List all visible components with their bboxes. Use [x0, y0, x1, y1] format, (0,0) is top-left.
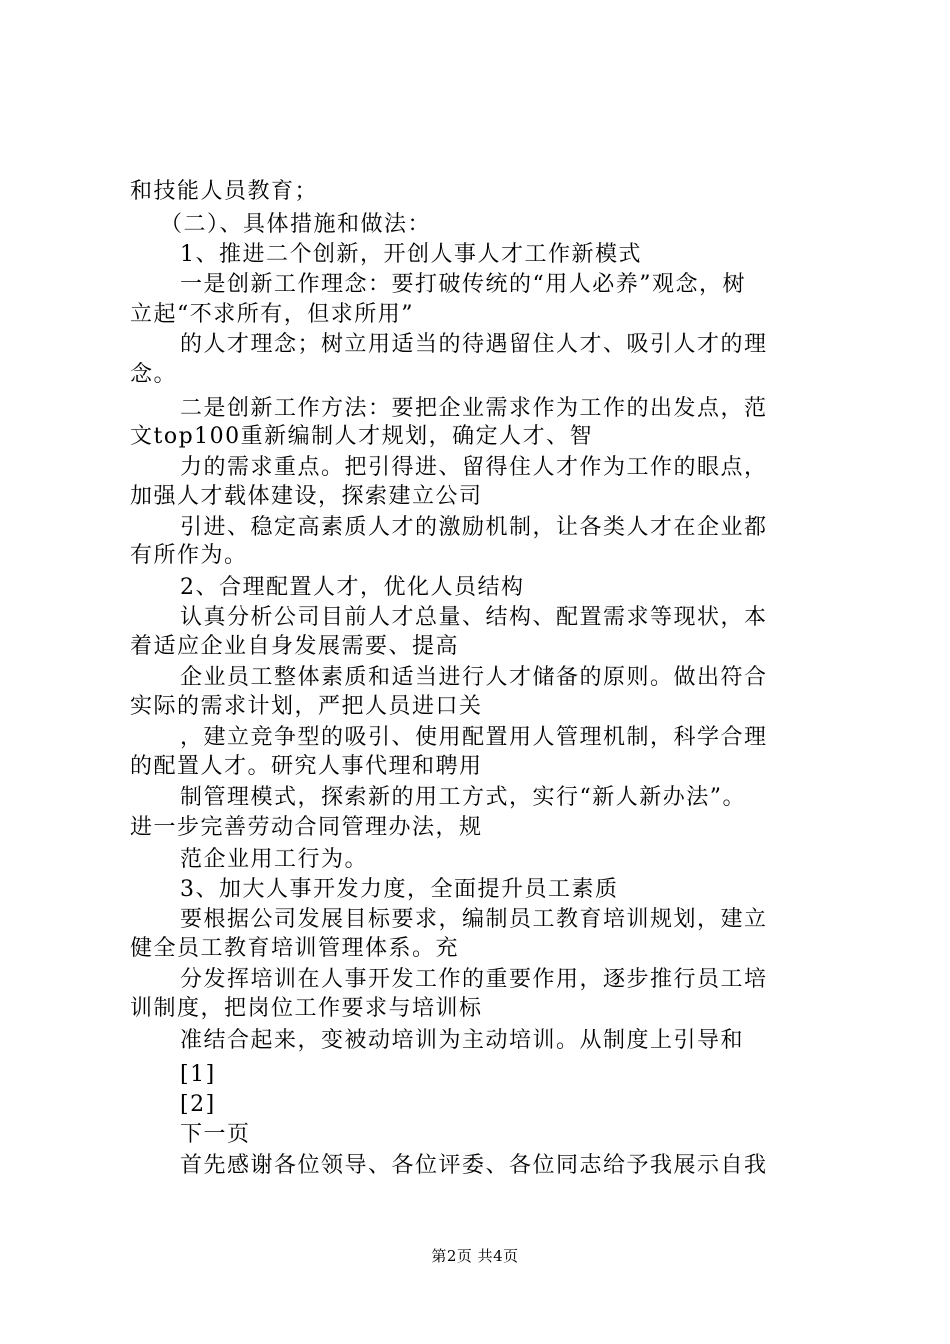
text-line: （二）、具体措施和做法： — [160, 212, 432, 237]
text-line: 的配置人才。研究人事代理和聘用 — [130, 754, 483, 779]
text-line: 进一步完善劳动合同管理办法，规 — [130, 815, 483, 840]
next-page-link[interactable]: 下一页 — [180, 1122, 251, 1147]
text-line: 有所作为。 — [130, 543, 248, 568]
text-line: 准结合起来，变被动培训为主动培训。从制度上引导和 — [180, 1028, 745, 1053]
text-line: 着适应企业自身发展需要、提高 — [130, 634, 460, 659]
text-line: 要根据公司发展目标要求，编制员工教育培训规划，建立 — [180, 907, 768, 932]
page-link-2[interactable]: [2] — [180, 1092, 216, 1117]
text-line: 认真分析公司目前人才总量、结构、配置需求等现状，本 — [180, 605, 768, 630]
text-line: 范企业用工行为。 — [180, 847, 369, 872]
text-line: 力的需求重点。把引得进、留得住人才作为工作的眼点， — [180, 455, 768, 480]
text-line: 的人才理念；树立用适当的待遇留住人才、吸引人才的理 — [180, 332, 768, 357]
text-line: 1、推进二个创新，开创人事人才工作新模式 — [180, 242, 642, 267]
text-line: 健全员工教育培训管理体系。充 — [130, 936, 460, 961]
text-line: 念。 — [130, 362, 178, 387]
text-line: 引进、稳定高素质人才的激励机制，让各类人才在企业都 — [180, 515, 768, 540]
text-line: 加强人才载体建设，探索建立公司 — [130, 484, 483, 509]
text-line: 分发挥培训在人事开发工作的重要作用，逐步推行员工培 — [180, 967, 768, 992]
page-link-1[interactable]: [1] — [180, 1062, 216, 1087]
text-line: ，建立竞争型的吸引、使用配置用人管理机制，科学合理 — [180, 725, 768, 750]
page-footer: 第2页 共4页 — [431, 1247, 519, 1265]
text-line: 一是创新工作理念：要打破传统的“用人必养”观念，树 — [180, 272, 746, 297]
text-line: 实际的需求计划，严把人员进口关 — [130, 694, 483, 719]
text-line: 训制度，把岗位工作要求与培训标 — [130, 996, 483, 1021]
text-line: 3、加大人事开发力度，全面提升员工素质 — [180, 877, 619, 902]
text-line: 立起“不求所有，但求所用” — [130, 302, 414, 327]
text-line: 首先感谢各位领导、各位评委、各位同志给予我展示自我 — [180, 1153, 768, 1178]
text-line: 2、合理配置人才，优化人员结构 — [180, 575, 525, 600]
text-line: 文top100重新编制人才规划，确定人才、智 — [130, 424, 594, 449]
text-line: 和技能人员教育； — [130, 179, 319, 204]
text-line: 制管理模式，探索新的用工方式，实行“新人新办法”。 — [180, 785, 746, 810]
text-line: 企业员工整体素质和适当进行人才储备的原则。做出符合 — [180, 665, 768, 690]
text-line: 二是创新工作方法：要把企业需求作为工作的出发点，范 — [180, 396, 768, 421]
